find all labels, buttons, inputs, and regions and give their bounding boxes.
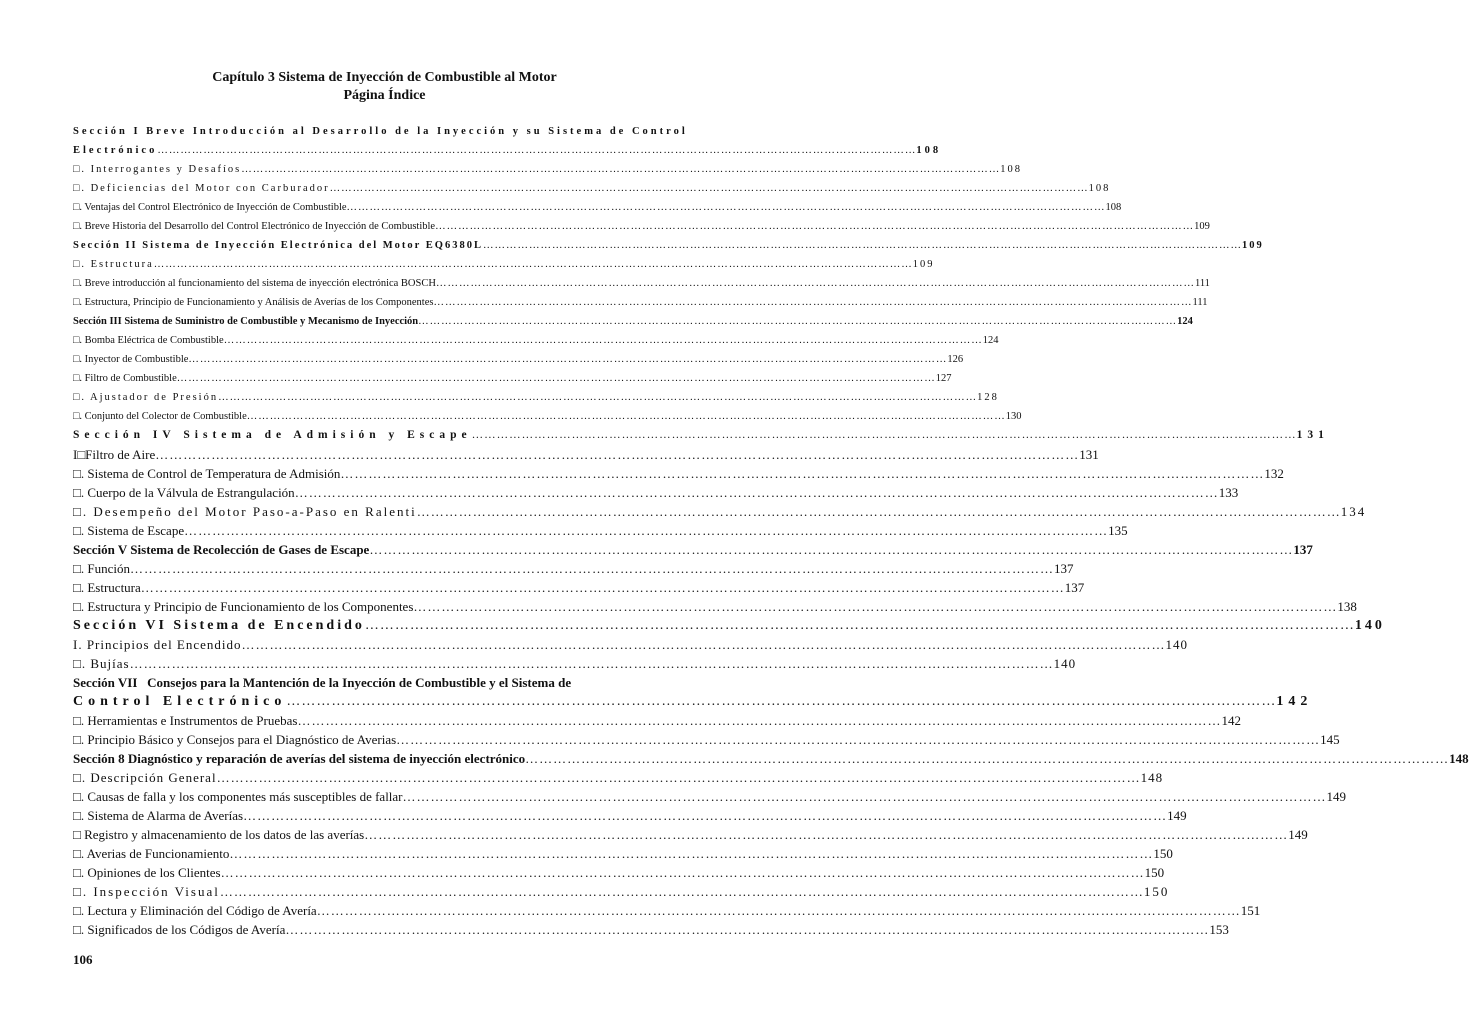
toc-section-heading: Sección V Sistema de Recolección de Gases de Escape ……………………………………………………………………………………………………………………………………………………………………………… 137	[73, 542, 1313, 557]
page-number: 106	[73, 952, 93, 967]
toc-entry: □. Averias de Funcionamiento ……………………………………………………………………………………………………………………………………………………………………………… 150	[73, 846, 1173, 861]
toc-entry: □. Filtro de Combustible ……………………………………………………………………………………………………………………………………………………………………………… 127	[73, 373, 952, 384]
toc-entry: □. Conjunto del Colector de Combustible ……………………………………………………………………………………………………………………………………………………………………………… 130	[73, 411, 1022, 422]
toc-entry: □. Cuerpo de la Válvula de Estrangulación ……………………………………………………………………………………………………………………………………………………………………………… 133	[73, 485, 1239, 500]
toc-entry: □. Significados de los Códigos de Avería ……………………………………………………………………………………………………………………………………………………………………………… 153	[73, 922, 1229, 937]
toc-entry: □. Estructura, Principio de Funcionamiento y Análisis de Averías de los Componentes ……………………………………………………………………………………………………………………………………………………………………………… 111	[73, 297, 1208, 308]
toc-entry: □. Descripción General ……………………………………………………………………………………………………………………………………………………………………………… 148	[73, 770, 1164, 785]
toc-entry: □. Estructura ……………………………………………………………………………………………………………………………………………………………………………… 137	[73, 580, 1085, 595]
toc-section-heading: Sección I Breve Introducción al Desarrollo de la Inyección y su Sistema de Control	[73, 126, 688, 137]
toc-entry: □. Deficiencias del Motor con Carburador ……………………………………………………………………………………………………………………………………………………………………………… 108	[73, 183, 1111, 194]
toc-section-heading: Sección II Sistema de Inyección Electrónica del Motor EQ6380L ……………………………………………………………………………………………………………………………………………………………………………… 109	[73, 240, 1264, 251]
toc-entry: □. Breve introducción al funcionamiento del sistema de inyección electrónica BOSCH ……………………………………………………………………………………………………………………………………………………………………………… 111	[73, 278, 1210, 289]
toc-entry: □. Principio Básico y Consejos para el Diagnóstico de Averias ……………………………………………………………………………………………………………………………………………………………………………… 145	[73, 732, 1340, 747]
toc-section-heading: Sección VI Sistema de Encendido ……………………………………………………………………………………………………………………………………………………………………………… 140	[73, 618, 1385, 633]
index-subtitle: Página Índice	[343, 88, 426, 103]
toc-entry: □. Ventajas del Control Electrónico de Inyección de Combustible ……………………………………………………………………………………………………………………………………………………………………………… 108	[73, 202, 1122, 213]
toc-entry: I□Filtro de Aire ……………………………………………………………………………………………………………………………………………………………………………… 131	[73, 447, 1099, 462]
toc-entry: □. Breve Historia del Desarrollo del Control Electrónico de Inyección de Combustible ……………………………………………………………………………………………………………………………………………………………………………… 109	[73, 221, 1210, 232]
toc-entry: □. Inspección Visual ……………………………………………………………………………………………………………………………………………………………………………… 150	[73, 884, 1170, 899]
toc-entry: □. Bomba Eléctrica de Combustible ……………………………………………………………………………………………………………………………………………………………………………… 124	[73, 335, 999, 346]
toc-entry: □. Opiniones de los Clientes ……………………………………………………………………………………………………………………………………………………………………………… 150	[73, 865, 1165, 880]
chapter-title: Capítulo 3 Sistema de Inyección de Combustible al Motor	[212, 70, 557, 85]
toc-entry: □. Inyector de Combustible ……………………………………………………………………………………………………………………………………………………………………………… 126	[73, 354, 964, 365]
toc-entry: □. Desempeño del Motor Paso-a-Paso en Ralenti ……………………………………………………………………………………………………………………………………………………………………………… 134	[73, 504, 1367, 519]
toc-entry: Electrónico ……………………………………………………………………………………………………………………………………………………………………………… 108	[73, 145, 942, 156]
toc-entry: □. Sistema de Alarma de Averías ……………………………………………………………………………………………………………………………………………………………………………… 149	[73, 808, 1187, 823]
toc-section-heading: Sección 8 Diagnóstico y reparación de averías del sistema de inyección electrónico ……………………………………………………………………………………………………………………………………………………………………………… 148	[73, 751, 1469, 766]
toc-entry: □ Registro y almacenamiento de los datos de las averías ……………………………………………………………………………………………………………………………………………………………………………… 149	[73, 827, 1308, 842]
toc-entry: □. Ajustador de Presión ……………………………………………………………………………………………………………………………………………………………………………… 128	[73, 392, 999, 403]
toc-section-heading: Sección VII Consejos para la Mantención de la Inyección de Combustible y el Sistema de	[73, 675, 572, 690]
toc-entry: □. Interrogantes y Desafíos ……………………………………………………………………………………………………………………………………………………………………………… 108	[73, 164, 1022, 175]
toc-entry: □. Sistema de Escape ……………………………………………………………………………………………………………………………………………………………………………… 135	[73, 523, 1128, 538]
toc-entry: □. Sistema de Control de Temperatura de Admisión ……………………………………………………………………………………………………………………………………………………………………………… 132	[73, 466, 1284, 481]
table-of-contents	[73, 122, 1469, 939]
toc-entry: □. Causas de falla y los componentes más susceptibles de fallar ……………………………………………………………………………………………………………………………………………………………………………… 149	[73, 789, 1347, 804]
toc-section-heading: Sección III Sistema de Suministro de Combustible y Mecanismo de Inyección ……………………………………………………………………………………………………………………………………………………………………………… 124	[73, 316, 1193, 327]
toc-entry: □. Lectura y Eliminación del Código de Avería ……………………………………………………………………………………………………………………………………………………………………………… 151	[73, 903, 1261, 918]
toc-entry: I. Principios del Encendido ……………………………………………………………………………………………………………………………………………………………………………… 140	[73, 637, 1189, 652]
toc-entry: □. Estructura ……………………………………………………………………………………………………………………………………………………………………………… 109	[73, 259, 935, 270]
document-page	[73, 0, 1469, 1024]
toc-entry: □. Estructura y Principio de Funcionamiento de los Componentes ……………………………………………………………………………………………………………………………………………………………………………… 138	[73, 599, 1357, 614]
toc-entry: □. Bujías ……………………………………………………………………………………………………………………………………………………………………………… 140	[73, 656, 1077, 671]
toc-section-heading: Sección IV Sistema de Admisión y Escape ……………………………………………………………………………………………………………………………………………………………………………… 131	[73, 429, 1329, 441]
toc-entry: □. Función ……………………………………………………………………………………………………………………………………………………………………………… 137	[73, 561, 1074, 576]
toc-entry: □. Herramientas e Instrumentos de Pruebas ……………………………………………………………………………………………………………………………………………………………………………… 142	[73, 713, 1241, 728]
toc-entry: Control Electrónico ……………………………………………………………………………………………………………………………………………………………………………… 142	[73, 694, 1313, 709]
